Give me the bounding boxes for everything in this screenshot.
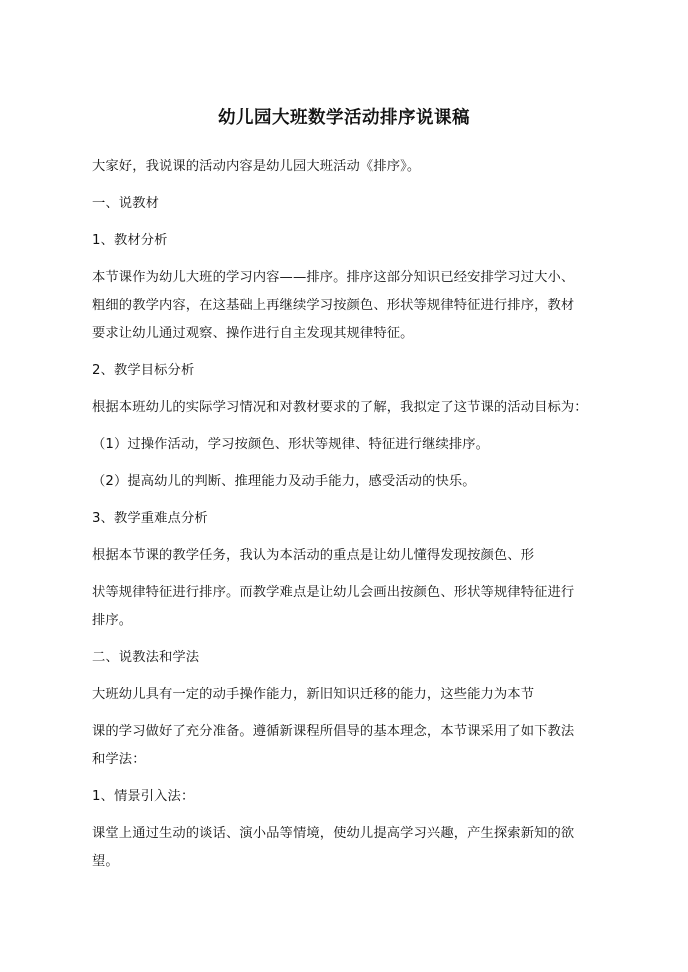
paragraph-line: 课堂上通过生动的谈话、演小品等情境，使幼儿提高学习兴趣，产生探索新知的欲 [92,826,575,841]
section-heading-teaching-material: 一、说教材 [92,196,159,211]
subheading-key-points: 3、教学重难点分析 [92,511,208,526]
paragraph-line: 望。 [92,854,119,869]
paragraph-line: 本节课作为幼儿大班的学习内容——排序。排序这部分知识已经安排学习过大小、 [92,270,575,285]
subheading-situation-method: 1、情景引入法： [92,789,195,804]
intro-line: 大家好，我说课的活动内容是幼儿园大班活动《排序》。 [92,159,421,174]
paragraph-line: 状等规律特征进行排序。而教学难点是让幼儿会画出按颜色、形状等规律特征进行 [92,585,575,600]
goal-item: （1）过操作活动，学习按颜色、形状等规律、特征进行继续排序。 [92,437,490,452]
paragraph-line: 排序。 [92,613,133,628]
paragraph-line: 课的学习做好了充分准备。遵循新课程所倡导的基本理念，本节课采用了如下教法 [92,724,575,739]
document-title: 幼儿园大班数学活动排序说课稿 [218,108,470,128]
paragraph-line: 根据本节课的教学任务，我认为本活动的重点是让幼儿懂得发现按颜色、形 [92,548,535,563]
paragraph-line: 粗细的教学内容，在这基础上再继续学习按颜色、形状等规律特征进行排序，教材 [92,298,575,313]
paragraph-line: 要求让幼儿通过观察、操作进行自主发现其规律特征。 [92,326,414,341]
paragraph-line: 大班幼儿具有一定的动手操作能力，新旧知识迁移的能力，这些能力为本节 [92,687,535,702]
subheading-material-analysis: 1、教材分析 [92,233,168,248]
goal-item: （2）提高幼儿的判断、推理能力及动手能力，感受活动的快乐。 [92,474,476,489]
paragraph-line: 根据本班幼儿的实际学习情况和对教材要求的了解，我拟定了这节课的活动目标为： [92,400,588,415]
subheading-goal-analysis: 2、教学目标分析 [92,363,195,378]
section-heading-methods: 二、说教法和学法 [92,650,200,665]
paragraph-line: 和学法： [92,752,146,767]
